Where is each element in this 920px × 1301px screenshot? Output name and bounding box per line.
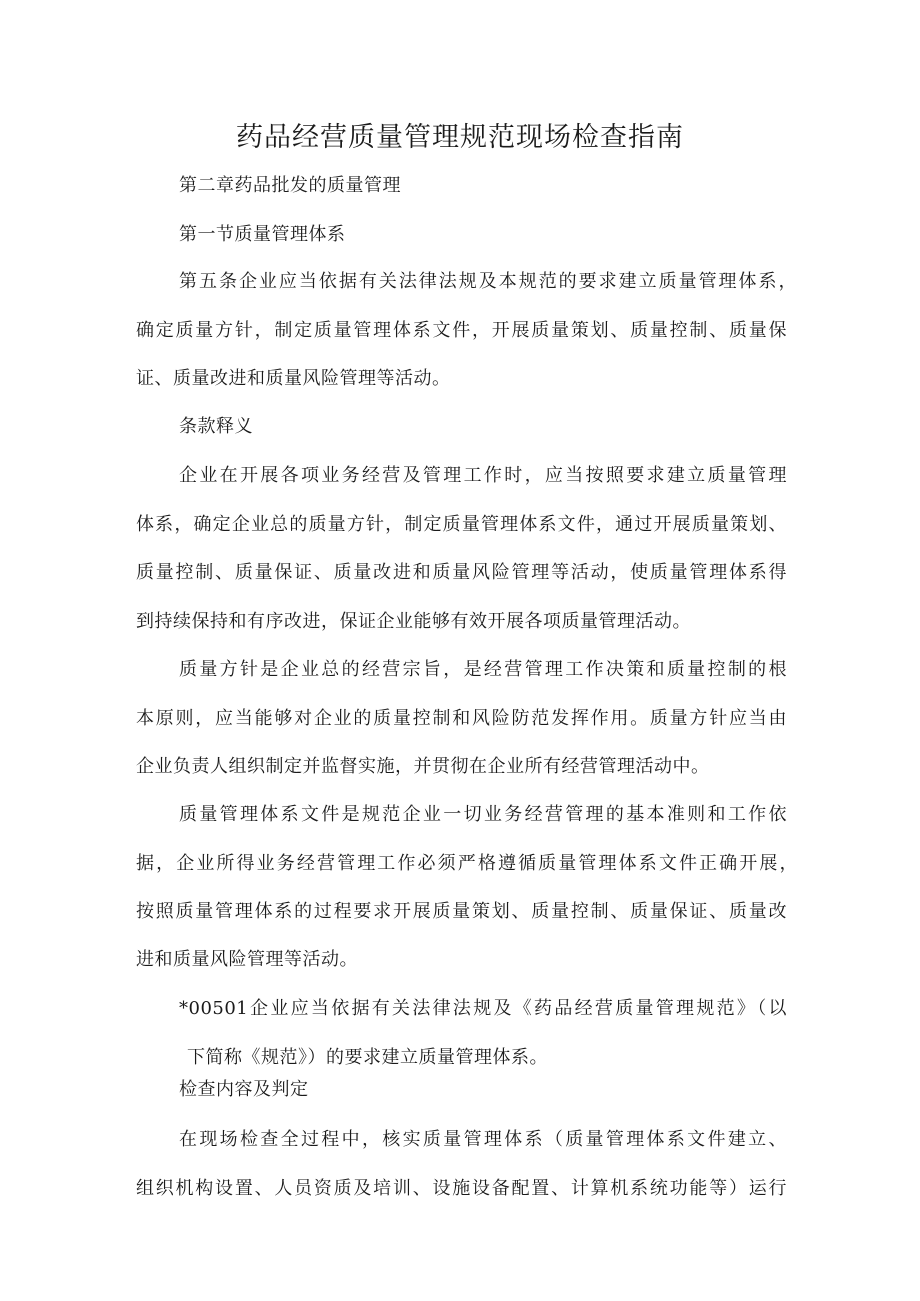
- chapter-heading: 第二章药品批发的质量管理: [179, 175, 401, 196]
- para-3-line-1: 质量管理体系文件是规范企业一切业务经营管理的基本准则和工作依: [179, 804, 787, 825]
- para-1-line-4: 到持续保持和有序改进，保证企业能够有效开展各项质量管理活动。: [136, 611, 691, 632]
- para-1-line-3: 质量控制、质量保证、质量改进和质量风险管理等活动，使质量管理体系得: [136, 562, 787, 583]
- article-5-line-3: 证、质量改进和质量风险管理等活动。: [136, 368, 451, 389]
- para-2-line-1: 质量方针是企业总的经营宗旨，是经营管理工作决策和质量控制的根: [179, 659, 787, 680]
- article-5-line-2: 确定质量方针，制定质量管理体系文件，开展质量策划、质量控制、质量保: [136, 320, 787, 341]
- para-1-line-2: 体系，确定企业总的质量方针，制定质量管理体系文件，通过开展质量策划、: [136, 514, 787, 535]
- para-4-line-2: 组织机构设置、人员资质及培训、设施设备配置、计算机系统功能等）运行: [136, 1178, 787, 1199]
- para-3-line-2: 据，企业所得业务经营管理工作必须严格遵循质量管理体系文件正确开展，: [136, 853, 798, 874]
- para-2-line-3: 企业负责人组织制定并监督实施，并贯彻在企业所有经营管理活动中。: [136, 756, 710, 777]
- section-heading: 第一节质量管理体系: [179, 224, 346, 245]
- para-2-line-2: 本原则，应当能够对企业的质量控制和风险防范发挥作用。质量方针应当由: [136, 708, 787, 729]
- article-5-line-1: 第五条企业应当依据有关法律法规及本规范的要求建立质量管理体系，: [179, 271, 797, 292]
- interpretation-heading: 条款释义: [179, 416, 253, 437]
- para-3-line-4: 进和质量风险管理等活动。: [136, 949, 358, 970]
- item-00501-line-1: *00501企业应当依据有关法律法规及《药品经营质量管理规范》（以: [179, 998, 787, 1019]
- item-00501-line-2: 下简称《规范》）的要求建立质量管理体系。: [187, 1047, 548, 1068]
- inspection-heading: 检查内容及判定: [179, 1079, 309, 1100]
- para-1-line-1: 企业在开展各项业务经营及管理工作时，应当按照要求建立质量管理: [179, 465, 787, 486]
- document-title: 药品经营质量管理规范现场检查指南: [236, 122, 684, 153]
- para-4-line-1: 在现场检查全过程中，核实质量管理体系（质量管理体系文件建立、: [179, 1129, 787, 1150]
- para-3-line-3: 按照质量管理体系的过程要求开展质量策划、质量控制、质量保证、质量改: [136, 901, 787, 922]
